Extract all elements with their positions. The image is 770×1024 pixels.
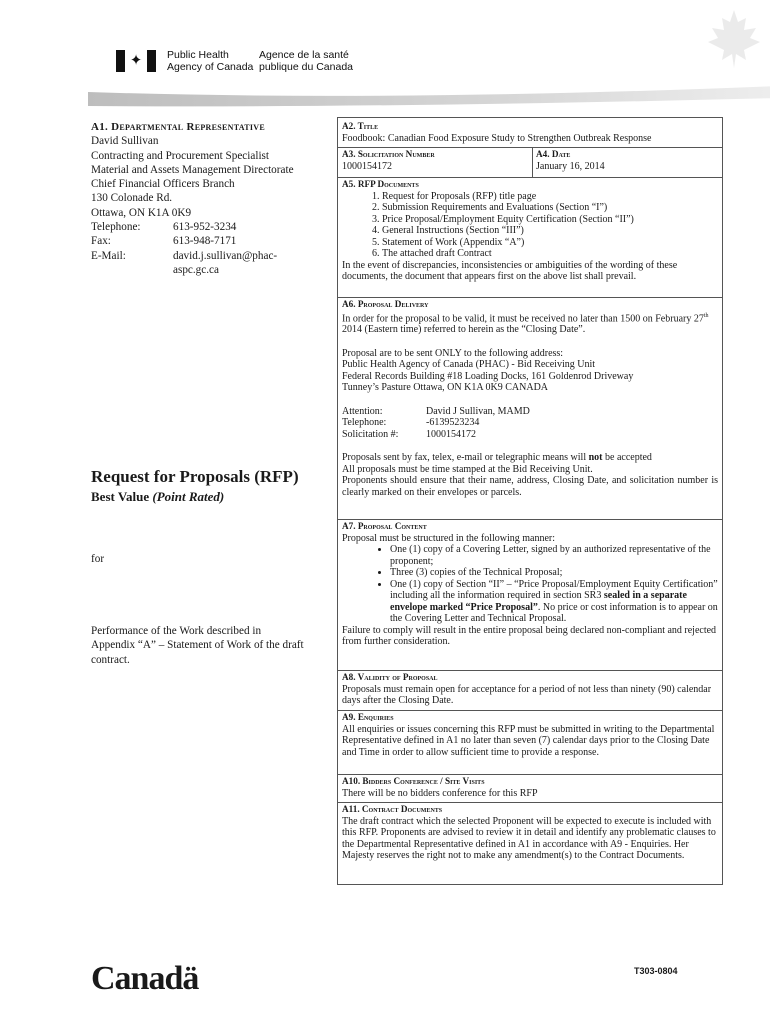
a1-departmental-representative xyxy=(91,120,326,277)
rep-name: David Sullivan xyxy=(91,135,159,148)
for-label: for xyxy=(91,553,105,565)
rep-branch: Chief Financial Officers Branch xyxy=(91,178,235,191)
form-code: T303-0804 xyxy=(634,966,678,976)
a6-time-stamp: All proposals must be time stamped at the Bid Receiving Unit. xyxy=(342,463,593,475)
fax-label: Fax: xyxy=(91,235,111,248)
list-item: • Three (3) copies of the Technical Proposal; xyxy=(390,567,718,579)
a6-envelope-notice: Proponents should ensure that their name, address, Closing Date, and solicitation number is clearly marked on their envelopes or parcels. xyxy=(342,475,718,498)
a5-rfp-documents-cell xyxy=(342,179,718,283)
a1-label: A1. Departmental Representative xyxy=(91,121,266,133)
a2-label: A2. Title xyxy=(342,121,379,131)
a3-label: A3. Solicitation Number xyxy=(342,149,435,159)
agency-name-en: Public Health Agency of Canada xyxy=(167,49,254,73)
email-label: E-Mail: xyxy=(91,249,126,262)
a11-contract-documents-cell xyxy=(342,804,718,862)
a11-label: A11. Contract Documents xyxy=(342,804,443,814)
a5-label: A5. RFP Documents xyxy=(342,179,419,189)
a5-document-list xyxy=(342,191,718,260)
rfp-form xyxy=(337,117,723,885)
list-item: 1. Request for Proposals (RFP) title page xyxy=(382,191,718,203)
a8-validity-cell xyxy=(342,672,718,707)
a7-proposal-content-cell xyxy=(342,521,718,648)
a3-value: 1000154172 xyxy=(342,160,392,172)
telephone-value: -6139523234 xyxy=(426,417,480,429)
a9-value: All enquiries or issues concerning this RFP must be submitted in writing to the Departmental Representative defined in A1 no later than seven (7) calendar days prior to the Closing Date and Time in order to allow sufficient time to provide a response. xyxy=(342,723,715,758)
rep-title: Contracting and Procurement Specialist xyxy=(91,149,270,162)
a4-value: January 16, 2014 xyxy=(536,160,605,172)
a6-deadline: In order for the proposal to be valid, it must be received no later than 1500 on February 27th 2014 (Eastern time) referred to herein as the “Closing Date”. xyxy=(342,312,709,336)
rep-street: 130 Colonade Rd. xyxy=(91,192,173,205)
a6-address-line: Public Health Agency of Canada (PHAC) - Bid Receiving Unit xyxy=(342,359,596,371)
a10-label: A10. Bidders Conference / Site Visits xyxy=(342,776,485,786)
list-item: 3. Price Proposal/Employment Equity Certification (Section “II”) xyxy=(382,214,718,226)
rfp-title: Request for Proposals (RFP) xyxy=(91,467,299,486)
agency-name-fr: Agence de la santé publique du Canada xyxy=(259,49,353,73)
a2-title-cell xyxy=(342,121,718,144)
a6-proposal-delivery-cell: A6. Proposal Delivery In order for the proposal to be valid, it must be received no later than 1500 on February 27th 2014 (Eastern time) referred to herein as the “Closing Date”. Proposal are to be sent ONLY to the following address: Public Health Agency of Canada (PHAC) - Bid Receiving Unit Federal Records Building #18 Loading Docks, 161 Goldenrod Driveway Tunney’s Pasture Ottawa, ON K1A 0K9 CANADA Attention: David J Sullivan, MAMD Telephone: -6139523234 Solicitation #: 1000154172 Proposals sent by fax, telex, e-mail or telegraphic means will not be accepted All proposals must be time stamped at the Bid Receiving Unit. Proponents should ensure that their name, address, Closing Date, and solicitation number is clearly marked on their envelopes or parcels. xyxy=(342,299,718,498)
a6-label: A6. Proposal Delivery xyxy=(342,299,429,309)
rep-fax: 613-948-7171 xyxy=(173,235,237,248)
a6-send-to: Proposal are to be sent ONLY to the following address: xyxy=(342,347,564,359)
performance-text: Performance of the Work described in Appendix “A” – Statement of Work of the draft contract. xyxy=(91,625,304,666)
a6-address-line: Tunney’s Pasture Ottawa, ON K1A 0K9 CANADA xyxy=(342,382,549,394)
list-item: 4. General Instructions (Section “III”) xyxy=(382,225,718,237)
list-item: • One (1) copy of Section “II” – “Price Proposal/Employment Equity Certification” including all the information required in section SR3 sealed in a separate envelope marked “Price Proposal”. No price or cost information is to appear on the Covering Letter and Technical Proposal. xyxy=(390,579,718,625)
list-item: 2. Submission Requirements and Evaluations (Section “I”) xyxy=(382,202,718,214)
solicitation-value: 1000154172 xyxy=(426,428,476,440)
a4-label: A4. Date xyxy=(536,149,571,159)
list-item: • One (1) copy of a Covering Letter, signed by an authorized representative of the proponent; xyxy=(390,544,718,567)
a4-date-cell xyxy=(536,149,718,172)
a7-intro: Proposal must be structured in the following manner: xyxy=(342,532,556,544)
a8-value: Proposals must remain open for acceptance for a period of not less than ninety (90) calendar days after the Closing Date. xyxy=(342,683,712,706)
a11-value: The draft contract which the selected Proponent will be expected to execute is included with this RFP. Proponents are advised to review it in detail and identify any problematic clauses to the Departmental Representative defined in A1 in accordance with A9 - Enquiries. Her Majesty reserves the right not to make any amendment(s) to the Contract Documents. xyxy=(342,815,716,861)
a9-label: A9. Enquiries xyxy=(342,712,394,722)
tel-label: Telephone: xyxy=(91,221,141,234)
a7-label: A7. Proposal Content xyxy=(342,521,427,531)
a8-label: A8. Validity of Proposal xyxy=(342,672,438,682)
rep-telephone: 613-952-3234 xyxy=(173,221,237,234)
rep-directorate: Material and Assets Management Directorate xyxy=(91,163,294,176)
a7-failure: Failure to comply will result in the entire proposal being declared non-compliant and rejected from further consideration. xyxy=(342,624,717,647)
maple-leaf-watermark-icon xyxy=(674,4,764,84)
attention-value: David J Sullivan, MAMD xyxy=(426,405,530,417)
list-item: 6. The attached draft Contract xyxy=(382,248,718,260)
a10-bidders-conference-cell xyxy=(342,776,718,799)
canada-flag-icon: ✦ xyxy=(116,50,156,72)
a6-address-line: Federal Records Building #18 Loading Docks, 161 Goldenrod Driveway xyxy=(342,370,634,382)
a9-enquiries-cell xyxy=(342,712,718,758)
rep-city: Ottawa, ON K1A 0K9 xyxy=(91,206,192,219)
list-item: 5. Statement of Work (Appendix “A”) xyxy=(382,237,718,249)
canada-wordmark: Canadä xyxy=(91,960,199,997)
a10-value: There will be no bidders conference for this RFP xyxy=(342,787,538,799)
a5-note: In the event of discrepancies, inconsistencies or ambiguities of the wording of these documents, the document that appears first on the above list shall prevail. xyxy=(342,259,678,282)
a3-solicitation-cell xyxy=(342,149,527,172)
rep-email[interactable]: david.j.sullivan@phac- aspc.gc.ca xyxy=(173,249,278,276)
a2-value: Foodbook: Canadian Food Exposure Study to Strengthen Outbreak Response xyxy=(342,132,652,144)
rfp-subtitle: Best Value (Point Rated) xyxy=(91,489,225,504)
header-swoosh xyxy=(88,86,770,108)
a6-fax-notice: Proposals sent by fax, telex, e-mail or telegraphic means will not be accepted xyxy=(342,452,652,464)
